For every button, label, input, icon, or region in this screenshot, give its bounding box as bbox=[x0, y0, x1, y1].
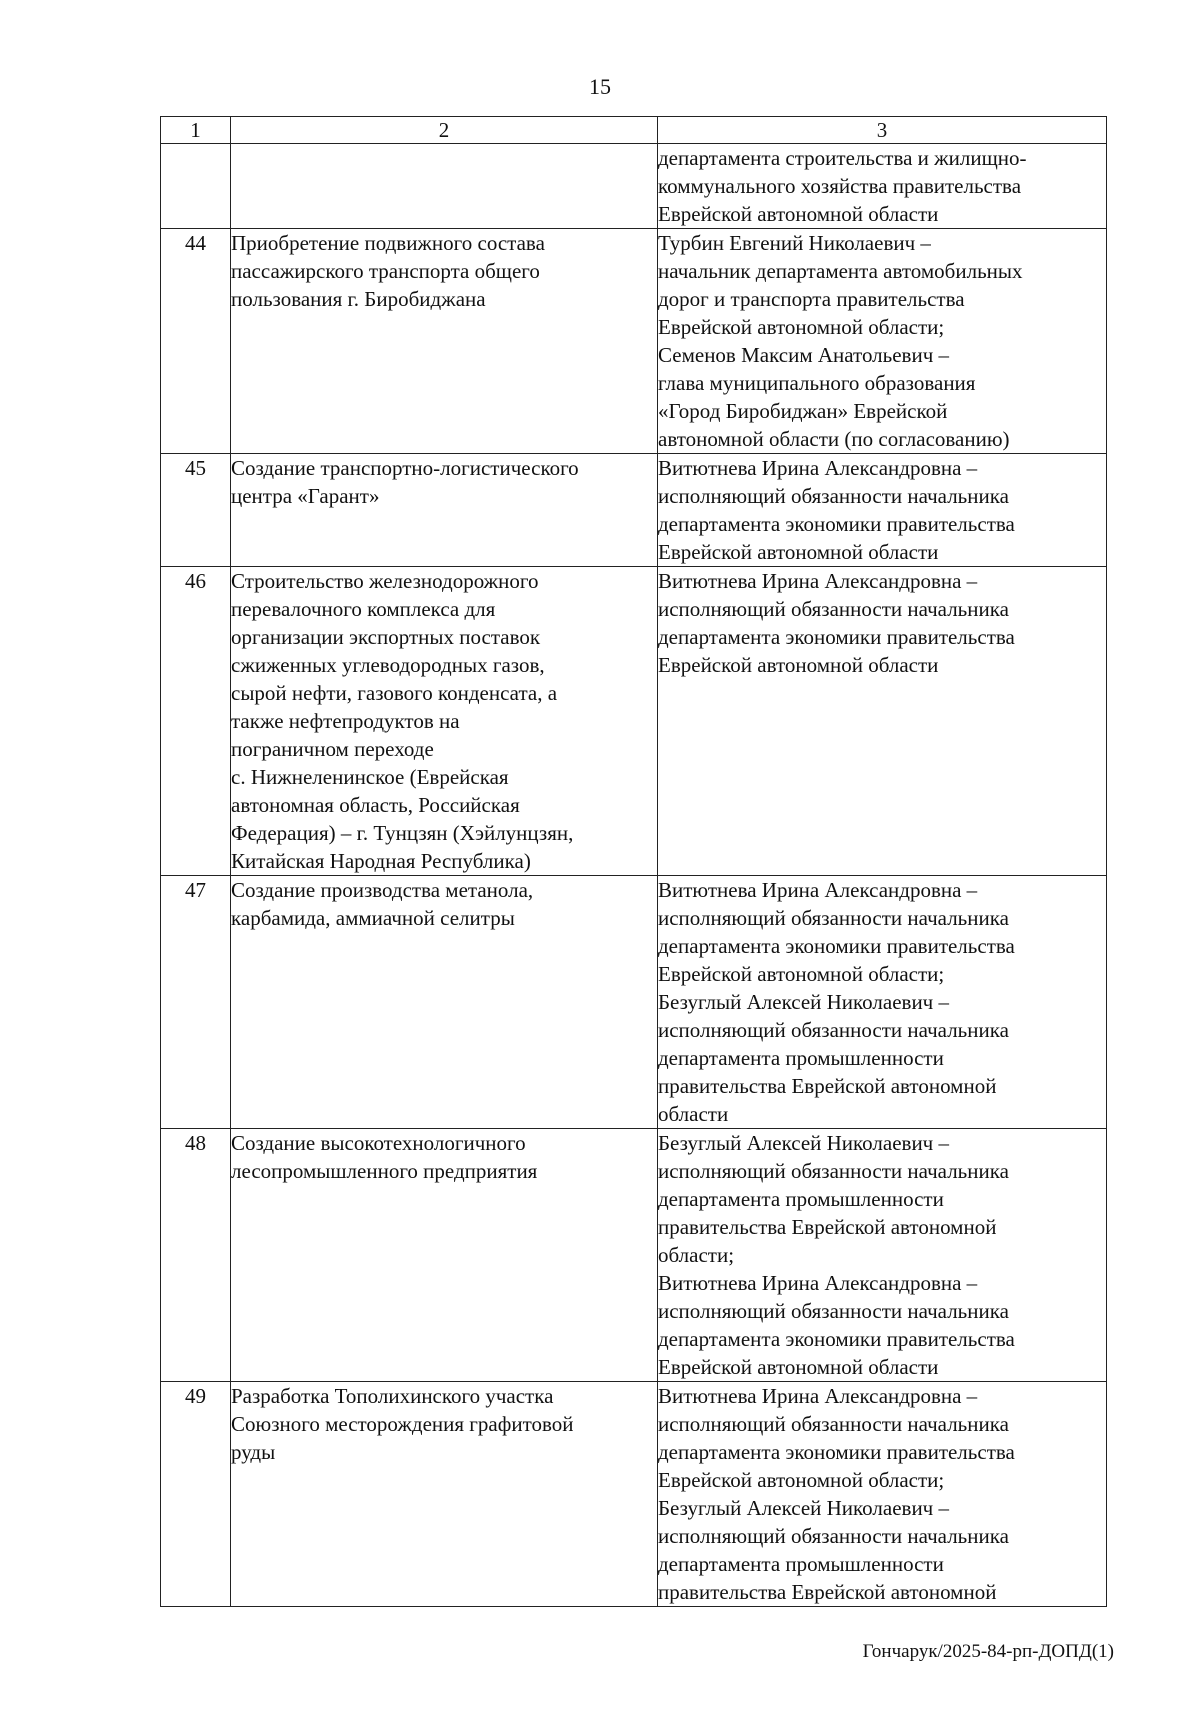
responsible-line: Семенов Максим Анатольевич – bbox=[658, 343, 950, 367]
responsible-line: Еврейской автономной области; bbox=[658, 1468, 945, 1492]
responsible-line: Еврейской автономной области bbox=[658, 1355, 939, 1379]
table-body bbox=[161, 144, 1107, 1607]
responsible-line: департамента промышленности bbox=[658, 1046, 944, 1070]
responsible-line: департамента экономики правительства bbox=[658, 1440, 1015, 1464]
table-row bbox=[161, 567, 1107, 876]
measure-name-line: Создание производства метанола, bbox=[231, 878, 534, 902]
measure-name-cell bbox=[231, 567, 658, 876]
responsible-line: Еврейской автономной области; bbox=[658, 315, 945, 339]
responsible-line: Витютнева Ирина Александровна – bbox=[658, 569, 978, 593]
responsible-line: коммунального хозяйства правительства bbox=[658, 174, 1022, 198]
responsible-line: автономной области (по согласованию) bbox=[658, 427, 1010, 451]
responsible-line: правительства Еврейской автономной bbox=[658, 1580, 997, 1604]
measure-name-line: Союзного месторождения графитовой bbox=[231, 1412, 574, 1436]
responsible-line: Витютнева Ирина Александровна – bbox=[658, 1271, 978, 1295]
responsible-line: исполняющий обязанности начальника bbox=[658, 1299, 1009, 1323]
responsible-cell bbox=[658, 567, 1107, 876]
responsible-cell bbox=[658, 454, 1107, 567]
responsible-line: Витютнева Ирина Александровна – bbox=[658, 878, 978, 902]
measure-name-cell bbox=[231, 454, 658, 567]
column-header-2: 2 bbox=[231, 117, 658, 144]
responsible-line: исполняющий обязанности начальника bbox=[658, 597, 1009, 621]
measure-name-line: Создание высокотехнологичного bbox=[231, 1131, 526, 1155]
measure-name-line: пассажирского транспорта общего bbox=[231, 259, 540, 283]
table-row bbox=[161, 454, 1107, 567]
measure-name-line: также нефтепродуктов на bbox=[231, 709, 460, 733]
table-row bbox=[161, 229, 1107, 454]
measure-name-cell bbox=[231, 1382, 658, 1607]
table-row bbox=[161, 144, 1107, 229]
row-number: 47 bbox=[161, 876, 231, 1129]
measure-name-cell bbox=[231, 229, 658, 454]
measure-name-line: Создание транспортно-логистического bbox=[231, 456, 579, 480]
measure-name-line: Строительство железнодорожного bbox=[231, 569, 539, 593]
measure-name-line: автономная область, Российская bbox=[231, 793, 520, 817]
page-number: 15 bbox=[589, 74, 611, 99]
measure-name-line: Приобретение подвижного состава bbox=[231, 231, 545, 255]
measure-name-line: сырой нефти, газового конденсата, а bbox=[231, 681, 558, 705]
responsible-line: Безуглый Алексей Николаевич – bbox=[658, 1496, 949, 1520]
responsible-line: Витютнева Ирина Александровна – bbox=[658, 1384, 978, 1408]
measure-name-line: пограничном переходе bbox=[231, 737, 434, 761]
measure-name-line: руды bbox=[231, 1440, 276, 1464]
measure-name-line: центра «Гарант» bbox=[231, 484, 380, 508]
responsible-line: правительства Еврейской автономной bbox=[658, 1074, 997, 1098]
measure-name-cell bbox=[231, 1129, 658, 1382]
responsible-line: департамента экономики правительства bbox=[658, 1327, 1015, 1351]
row-number: 48 bbox=[161, 1129, 231, 1382]
responsible-line: исполняющий обязанности начальника bbox=[658, 484, 1009, 508]
row-number: 45 bbox=[161, 454, 231, 567]
responsible-line: департамента экономики правительства bbox=[658, 512, 1015, 536]
document-code: Гончарук/2025-84-рп-ДОПД(1) bbox=[862, 1641, 1114, 1662]
measures-table bbox=[160, 116, 1107, 1607]
measure-name-line: Разработка Тополихинского участка bbox=[231, 1384, 554, 1408]
responsible-line: Еврейской автономной области; bbox=[658, 962, 945, 986]
responsible-line: области; bbox=[658, 1243, 735, 1267]
responsible-line: департамента экономики правительства bbox=[658, 934, 1015, 958]
measure-name-cell bbox=[231, 144, 658, 229]
responsible-line: Еврейской автономной области bbox=[658, 540, 939, 564]
row-number: 46 bbox=[161, 567, 231, 876]
column-header-1: 1 bbox=[161, 117, 231, 144]
measure-name-line: организации экспортных поставок bbox=[231, 625, 541, 649]
responsible-cell bbox=[658, 144, 1107, 229]
table-row bbox=[161, 1129, 1107, 1382]
responsible-line: «Город Биробиджан» Еврейской bbox=[658, 399, 948, 423]
measure-name-line: пользования г. Биробиджана bbox=[231, 287, 486, 311]
table-row bbox=[161, 1382, 1107, 1607]
row-number bbox=[161, 144, 231, 229]
measure-name-line: с. Нижнеленинское (Еврейская bbox=[231, 765, 509, 789]
responsible-line: исполняющий обязанности начальника bbox=[658, 1412, 1009, 1436]
responsible-line: департамента промышленности bbox=[658, 1187, 944, 1211]
responsible-line: департамента промышленности bbox=[658, 1552, 944, 1576]
responsible-line: правительства Еврейской автономной bbox=[658, 1215, 997, 1239]
responsible-line: глава муниципального образования bbox=[658, 371, 976, 395]
responsible-cell bbox=[658, 1382, 1107, 1607]
responsible-line: исполняющий обязанности начальника bbox=[658, 1524, 1009, 1548]
responsible-line: Безуглый Алексей Николаевич – bbox=[658, 1131, 949, 1155]
responsible-line: Безуглый Алексей Николаевич – bbox=[658, 990, 949, 1014]
responsible-line: дорог и транспорта правительства bbox=[658, 287, 965, 311]
responsible-line: области bbox=[658, 1102, 729, 1126]
table-row bbox=[161, 876, 1107, 1129]
responsible-line: начальник департамента автомобильных bbox=[658, 259, 1023, 283]
responsible-line: департамента строительства и жилищно- bbox=[658, 146, 1027, 170]
table-header-row bbox=[161, 117, 1107, 144]
measure-name-line: лесопромышленного предприятия bbox=[231, 1159, 538, 1183]
measure-name-line: карбамида, аммиачной селитры bbox=[231, 906, 515, 930]
measure-name-cell bbox=[231, 876, 658, 1129]
responsible-line: Турбин Евгений Николаевич – bbox=[658, 231, 931, 255]
responsible-cell bbox=[658, 876, 1107, 1129]
responsible-line: исполняющий обязанности начальника bbox=[658, 1159, 1009, 1183]
responsible-line: исполняющий обязанности начальника bbox=[658, 906, 1009, 930]
row-number: 49 bbox=[161, 1382, 231, 1607]
responsible-cell bbox=[658, 1129, 1107, 1382]
responsible-line: Еврейской автономной области bbox=[658, 202, 939, 226]
row-number: 44 bbox=[161, 229, 231, 454]
responsible-line: исполняющий обязанности начальника bbox=[658, 1018, 1009, 1042]
measure-name-line: Китайская Народная Республика) bbox=[231, 849, 531, 873]
responsible-line: Еврейской автономной области bbox=[658, 653, 939, 677]
measure-name-line: Федерация) – г. Тунцзян (Хэйлунцзян, bbox=[231, 821, 574, 845]
measure-name-line: сжиженных углеводородных газов, bbox=[231, 653, 545, 677]
measure-name-line: перевалочного комплекса для bbox=[231, 597, 496, 621]
responsible-line: Витютнева Ирина Александровна – bbox=[658, 456, 978, 480]
column-header-3: 3 bbox=[658, 117, 1107, 144]
responsible-line: департамента экономики правительства bbox=[658, 625, 1015, 649]
responsible-cell bbox=[658, 229, 1107, 454]
